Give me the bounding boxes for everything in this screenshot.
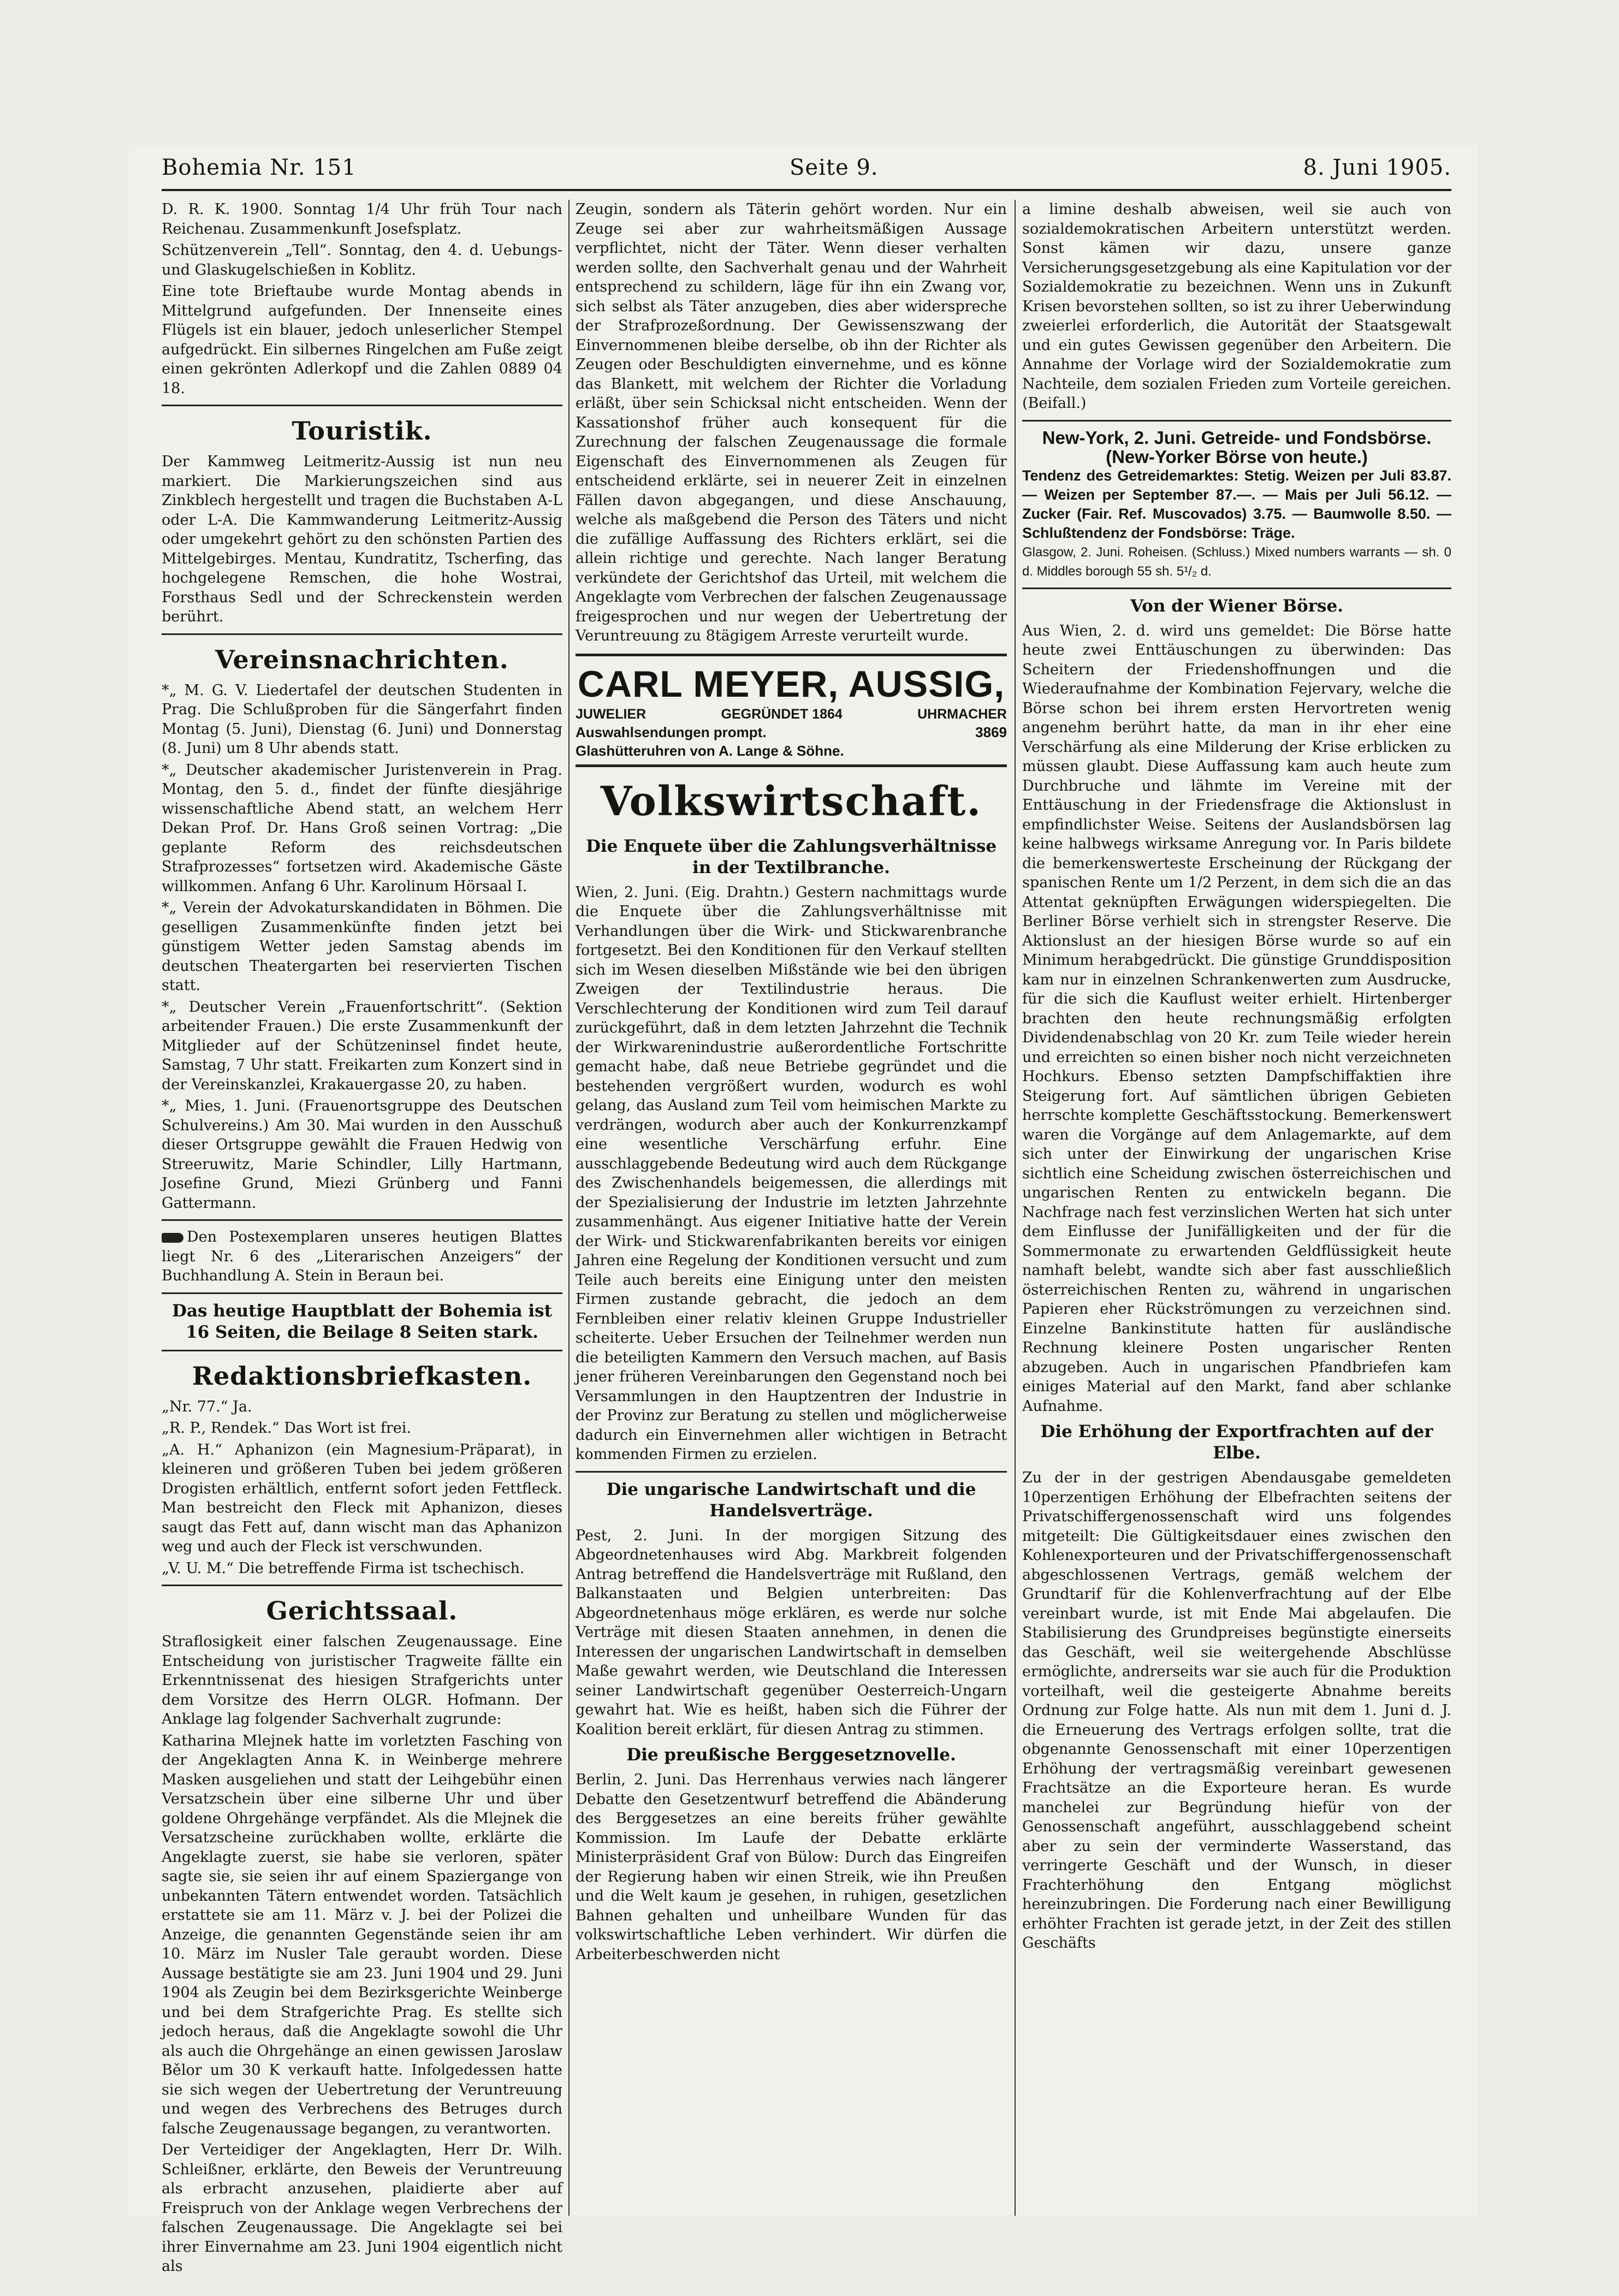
ad-offer: Auswahlsendungen prompt. [576,723,767,740]
column-1 [162,200,562,2275]
section-heading-vereinsnachrichten: Vereinsnachrichten. [215,644,509,674]
article-paragraph: Der Verteidiger der Angeklagten, Herr Dr. Wilh. Schleißner, erklärte, den Beweis der Veruntreuung als erbracht anzusehen, plaidierte aber auf Freispruch von der Anklage wegen Verbrechens der falschen Zeugenaussage. Die Angeklagte sei bei ihrer Einvernahme am 23. Juni 1904 eigentlich nicht als [162,2141,562,2275]
ad-subline [576,705,1007,723]
issue-date: 8. Juni 1905. [1303,155,1451,180]
article-heading: Die Erhöhung der Exportfrachten auf der Elbe. [1040,1422,1433,1463]
column-divider [1015,200,1016,2216]
article-paragraph: Zu der in der gestrigen Abendausgabe gemeldeten 10perzentigen Erhöhung der Elbefrachten seitens der Privatschiffergenossenschaft wird uns folgendes mitgeteilt: Die Gültigkeitsdauer eines zwischen den Kohlenexporteuren und der Privatschiffergenossenschaft abgeschlossenen Vertrags, gemäß welchem der Grundtarif für die Kohlenverfrachtung auf der Elbe vereinbart wurde, ist mit Ende Mai abgelaufen. Die Stabilisierung des Grundpreises begünstigte einerseits das Geschäft, weil sie weitergehende Abschlüsse ermöglichte, andrerseits war sie auch für die Produktion vorteilhaft, weil die gesteigerte Abnahme bereits Ordnung zur Folge hatte. Als nun mit dem 1. Juni d. J. die Erneuerung des Vertrags erfolgen sollte, trat die obgenannte Genossenschaft mit einer 10perzentigen Erhöhung der vertragsmäßig vereinbart gewesenen Frachtsätze an die Exporteure heran. Es wurde manchelei zur Begründung hiefür von der Genossenschaft angeführt, ausschlaggebend scheint aber zu sein der verminderte Wasserstand, das verringerte Geschäft und der Wunsch, in dieser Frachterhöhung den Entgang möglichst hereinzubringen. Die Forderung nach einer Bewilligung erhöhter Frachten ist gerade jetzt, in der Zeit des stillen Geschäfts [1022,1469,1451,1951]
ad-watches: Glashütteruhren von A. Lange & Söhne. [576,742,844,759]
article-heading: Von der Wiener Börse. [1130,596,1344,616]
column-divider [568,200,570,2216]
section-heading-volkswirtschaft: Volkswirtschaft. [600,778,982,825]
article-paragraph: a limine deshalb abweisen, weil sie auch von sozialdemokratischen Arbeitern unterstützt werden. Sonst kämen wir dazu, unsere ganze Versicherungsgesetzgebung als eine Kapitulation vor der Sozialdemokratie zu bezeichnen. Wenn uns in Zukunft Krisen bevorstehen sollten, so ist zu ihrer Ueberwindung zweierlei erforderlich, die Autorität der Staatsgewalt und ein gutes Gewissen gegenüber den Arbeitern. Die Annahme der Vorlage wird der Sozialdemokratie zum Nachteile, dem sozialen Frieden zum Vorteile gereichen. (Beifall.) [1022,201,1451,412]
section-rule [162,1585,562,1586]
ad-company-name: CARL MEYER, AUSSIG, [577,663,1005,705]
article-paragraph: Aus Wien, 2. d. wird uns gemeldet: Die Börse hatte heute zwei Enttäuschungen zu überwinden: Das Scheitern der Friedenshoffnungen und die Wiederaufnahme der Kombination Fejervary, welche die Börse schon bei ihrem ersten Hervortreten wenig angenehm berührt hatte, da man in ihr eher eine Verschärfung als eine Milderung der Krise erblicken zu müssen glaubt. Diese Auffassung kam auch heute zum Durchbruche und lähmte im Vereine mit der Enttäuschung in der Friedensfrage die Aktionslust in empfindlichster Weise. Seitens der Auslandsbörsen lag keine halbwegs wirksame Anregung vor. In Paris bildete die bemerkenswerteste Erscheinung der Rückgang der spanischen Rente um 1/2 Perzent, in dem sich die an das Attentat geknüpften Erwägungen widerspiegelten. Die Berliner Börse verhielt sich in strengster Reserve. Die Aktionslust an der hiesigen Börse wurde so auf ein Minimum herabgedrückt. Die günstige Grunddisposition kam nur in einzelnen Schrankenwerten zum Ausdrucke, für die sich die Kauflust weiter erhielt. Hirtenberger brachten den heute rechnungsmäßig erfolgten Dividendenabschlag von 20 Kr. zum Teile wieder herein und erreichten so einen bisher noch nicht verzeichneten Hochkurs. Ebenso setzten Dampfschiffaktien ihre Steigerung fort. Auf sämtlichen übrigen Gebieten herrschte komplette Geschäftsstockung. Bemerkenswert waren die Vorgänge auf dem Anlagemarkte, auf dem sich unter der Einwirkung der ungarischen Krise sichtlich eine Scheidung zwischen österreichischen und ungarischen Renten zu entwickeln begann. Die Nachfrage nach fest verzinslichen Werten hat sich unter dem Einflusse der Junifälligkeiten und der für die Sommermonate zu erwartenden Geldflüssigkeit heute namhaft belebt, wandte sich aber fast ausschließlich österreichischen Renten zu, während in ungarischen Papieren eher Rückströmungen zu verzeichnen sind. Einzelne Bankinstitute hatten für ausländische Rechnung kleinere Posten ungarischer Renten abzugeben. Auch in ungarischen Pfandbriefen kam einiges Material auf den Markt, fand aber schlanke Aufnahme. [1022,622,1451,1415]
section-heading-redaktionsbriefkasten: Redaktionsbriefkasten. [192,1361,532,1391]
article-paragraph: *„ Mies, 1. Juni. (Frauenortsgruppe des Deutschen Schulvereins.) Am 30. Mai wurden in den Ausschuß dieser Ortsgruppe gewählt die Frauen Hedwig von Streeruwitz, Marie Schindler, Lilly Hartmann, Josefine Grund, Miezi Grünberg und Fanni Gattermann. [162,1097,562,1212]
news-paragraph: Eine tote Brieftaube wurde Montag abends in Mittelgrund aufgefunden. Der Innenseite eines Flügels ist ein blauer, jedoch unleserlicher Stempel aufgedrückt. Ein silbernes Ringelchen am Fuße zeigt einen gekrönten Adlerkopf und die Zahlen 0889 04 18. [162,283,562,397]
article-paragraph: Pest, 2. Juni. In der morgigen Sitzung des Abgeordnetenhauses wird Abg. Markbreit folgenden Antrag betreffend die Handelsverträge mit Rußland, den Balkanstaaten und Belgien unterbreiten: Das Abgeordnetenhaus möge erklären, es werde nur solche Verträge mit diesen Staaten annehmen, in denen die Interessen der ungarischen Landwirtschaft in demselben Maße gewahrt werden, wie Deutschland die Interessen seiner Landwirtschaft gegenüber Oesterreich-Ungarn gewahrt hat. Wie es heißt, haben sich die Führer der Koalition bereit erklärt, für diesen Antrag zu stimmen. [576,1527,1007,1738]
column-3 [1022,200,1451,2216]
section-rule [162,1219,562,1221]
article-paragraph: *„ Deutscher akademischer Juristenverein in Prag. Montag, den 5. d., findet der fünfte diesjährige wissenschaftliche Abend statt, an welchem Herr Dekan Prof. Dr. Hans Groß seinen Vortrag: „Die geplante Reform des reichsdeutschen Strafprozesses“ fortsetzen wird. Akademische Gäste willkommen. Anfang 6 Uhr. Karolinum Hörsaal I. [162,761,562,895]
section-rule [162,633,562,635]
section-rule [162,1292,562,1294]
market-heading: New-York, 2. Juni. Getreide- und Fondsbörse. (New-Yorker Börse von heute.) [1042,427,1432,467]
letter-reply: „A. H.“ Aphanizon (ein Magnesium-Präparat), in kleineren und größeren Tuben bei jedem größeren Drogisten erhältlich, entfernt sofort jeden Fettfleck. Man bestreicht den Fleck mit Aphanizon, dieses saugt das Fett auf, dann wischt man das Aphanizon weg und auch der Fleck ist verschwunden. [162,1441,562,1555]
market-report [1022,428,1451,581]
article-paragraph: Katharina Mlejnek hatte im vorletzten Fasching von der Angeklagten Anna K. in Weinberge mehrere Masken ausgeliehen und statt der Leihgebühr einen Versatzschein über eine silberne Uhr und über goldene Ohrgehänge verpfändet. Als die Mlejnek die Versatzscheine zurückhaben wollte, erklärte die Angeklagte zuerst, sie habe sie verloren, später sagte sie, sie seien ihr auf einem Spaziergange von unbekannten Tätern entwendet worden. Tatsächlich erstattete sie am 11. März v. J. bei der Polizei die Anzeige, die genannten Gegenstände seien ihr am 10. März im Nusler Tale geraubt worden. Diese Aussage bestätigte sie am 23. Juni 1904 und 29. Juni 1904 als Zeugin bei dem Bezirksgerichte Weinberge und bei dem Strafgerichte Prag. Es stellte sich jedoch heraus, daß die Angeklagte sowohl die Uhr als auch die Ohrgehänge an einen gewissen Jaroslaw Bělor um 30 K verkauft hatte. Infolgedessen hatte sie sich wegen der Uebertretung der Veruntreuung und wegen des Verbrechens des Betruges durch falsche Zeugenaussage begangen, zu verantworten. [162,1732,562,2137]
ad-trade-right: UHRMACHER [917,706,1007,722]
postal-notice-text: Den Postexemplaren unseres heutigen Blattes liegt Nr. 6 des „Literarischen Anzeigers“ der Buchhandlung A. Stein in Beraun bei. [162,1229,562,1284]
notice-paragraph: Schützenverein „Tell“. Sonntag, den 4. d. Uebungs- und Glaskugelschießen in Koblitz. [162,242,562,278]
article-paragraph: Straflosigkeit einer falschen Zeugenaussage. Eine Entscheidung von juristischer Tragweite fällte ein Erkenntnissenat des hiesigen Strafgerichts unter dem Vorsitze des Herrn OLGR. Hofmann. Der Anklage lag folgender Sachverhalt zugrunde: [162,1633,562,1728]
article-paragraph: *„ Deutscher Verein „Frauenfortschritt“. (Sektion arbeitender Frauen.) Die erste Zusammenkunft der Mitglieder auf der Schützeninsel findet heute, Samstag, 7 Uhr statt. Freikarten zum Konzert sind in der Vereinskanzlei, Krakauergasse 20, zu haben. [162,998,562,1093]
section-rule [1022,588,1451,589]
header-rule [162,189,1451,191]
column-2 [576,200,1007,2216]
letter-reply: „R. P., Rendek.“ Das Wort ist frei. [162,1420,411,1437]
section-rule [162,405,562,406]
market-quotes: Tendenz des Getreidemarktes: Stetig. Weizen per Juli 83.87. — Weizen per September 87.—. — Mais per Juli 56.12. — Zucker (Fair. Ref. Muscovados) 3.75. — Baumwolle 8.50. — Schlußtendenz der Fondsbörse: Träge. [1022,467,1451,541]
masthead-issue: Bohemia Nr. 151 [162,155,357,180]
pointing-hand-icon [162,1233,183,1243]
article-heading: Die ungarische Landwirtschaft und die Handelsverträge. [606,1479,976,1521]
page-count-notice: Das heutige Hauptblatt der Bohemia ist 16 Seiten, die Beilage 8 Seiten stark. [172,1301,552,1342]
advertisement-carl-meyer [576,654,1007,767]
postal-notice [162,1227,562,1286]
article-paragraph: *„ M. G. V. Liedertafel der deutschen Studenten in Prag. Die Schlußproben für die Sängerfahrt finden Montag (5. Juni), Dienstag (6. Juni) und Donnerstag (8. Juni) um 8 Uhr abends statt. [162,681,562,757]
notice-paragraph: D. R. K. 1900. Sonntag 1/4 Uhr früh Tour nach Reichenau. Zusammenkunft Josefsplatz. [162,201,562,238]
article-paragraph: Der Kammweg Leitmeritz-Aussig ist nun neu markiert. Die Markierungszeichen sind aus Zinkblech hergestellt und tragen die Buchstaben A-L oder L-A. Die Kammwanderung Leitmeritz-Aussig oder umgekehrt gehört zu den schönsten Partien des Mittelgebirges. Mentau, Kundratitz, Tscherfing, das hochgelegene Remschen, die hohe Wostrai, Forsthaus Sedl und der Schreckenstein werden berührt. [162,453,562,625]
newspaper-page [129,145,1478,2275]
article-paragraph: Zeugin, sondern als Täterin gehört worden. Nur ein Zeuge sei aber zur wahrheitsmäßigen Aussage verpflichtet, nicht der Täter. Wenn dieser verhalten werden sollte, den Sachverhalt genau und der Wahrheit entsprechend zu schildern, läge für ihn ein Zwang vor, sich selbst als Täter anzugeben, dies aber widerspreche der Strafprozeßordnung. Der Gewissenszwang der Einvernommenen bleibe derselbe, ob ihn der Richter als Zeugen oder Beschuldigten einvernehme, und es könne das Blankett, mit welchem der Richter die Vorladung erläßt, über sein Schicksal nicht entscheiden. Wenn der Kassationshof früher auch konsequent für die Zurechnung der falschen Zeugenaussage die formale Eigenschaft des Einvernommenen als Zeugen für entscheidend erklärte, sei in neuerer Zeit in einzelnen Fällen davon abgegangen, und diese Anschauung, welche als maßgebend die Person des Täters und nicht die zufällige Auffassung des Richters erklärt, sei die allein richtige und gerechte. Nach langer Beratung verkündete der Gerichtshof das Urteil, mit welchem die Angeklagte vom Verbrechen der falschen Zeugenaussage freigesprochen und nur wegen der Uebertretung der Veruntreuung zu 8tägigem Arreste verurteilt wurde. [576,201,1007,644]
ad-number: 3869 [975,723,1007,740]
ad-trade-left: JUWELIER [576,706,647,722]
letter-reply: „Nr. 77.“ Ja. [162,1398,252,1415]
market-glasgow: Glasgow, 2. Juni. Roheisen. (Schluss.) Mixed numbers warrants — sh. 0 d. Middles borough 55 sh. 5¹/₂ d. [1022,544,1451,579]
section-rule [1022,420,1451,422]
article-heading: Die preußische Berggesetznovelle. [626,1745,956,1765]
article-paragraph: Berlin, 2. Juni. Das Herrenhaus verwies nach längerer Debatte den Gesetzentwurf betreffend die Abänderung des Berggesetzes an eine bereits früher gewählte Kommission. Im Laufe der Debatte erklärte Ministerpräsident Graf von Bülow: Durch das Eingreifen der Regierung haben wir einen Streik, wie ihn Preußen und die Welt kaum je gesehen, in ruhigen, gesetzlichen Bahnen gehalten und unheilbare Wunden für das volkswirtschaftliche Leben verhindert. Wir dürfen die Arbeiterbeschwerden nicht [576,1771,1007,1963]
running-head [162,155,1451,199]
ad-subline [576,741,1007,760]
ad-founded: GEGRÜNDET 1864 [721,706,843,722]
article-paragraph: *„ Verein der Advokaturskandidaten in Böhmen. Die geselligen Zusammenkünfte finden jetzt bei günstigem Wetter jeden Samstag abends im deutschen Theatergarten bei reservierten Tischen statt. [162,899,562,994]
section-heading-touristik: Touristik. [292,416,432,446]
article-heading: Die Enquete über die Zahlungsverhältnisse in der Textilbranche. [585,836,997,877]
section-rule [576,1471,1007,1473]
section-rule [162,1350,562,1351]
page-number: Seite 9. [790,155,879,180]
section-heading-gerichtssaal: Gerichtssaal. [266,1596,458,1625]
letter-reply: „V. U. M.“ Die betreffende Firma ist tschechisch. [162,1559,525,1577]
ad-subline [576,723,1007,741]
article-paragraph: Wien, 2. Juni. (Eig. Drahtn.) Gestern nachmittags wurde die Enquete über die Zahlungsverhältnisse mit Verhandlungen über die Wirk- und Stickwarenbranche fortgesetzt. Bei den Konditionen für den Verkauf stellten sich im Wesen dieselben Mißstände wie bei den übrigen Zweigen der Textilindustrie heraus. Die Verschlechterung der Konditionen wird zum Teil darauf zurückgeführt, daß in dem letzten Jahrzehnt die Technik der Wirkwarenindustrie außerordentliche Fortschritte gemacht habe, daß neue Betriebe gegründet und die bestehenden vergrößert wurden, wodurch es wohl gelang, das Ausland zum Teil vom heimischen Markte zu verdrängen, wodurch aber auch der Konkurrenzkampf eine wesentliche Verschärfung erfuhr. Eine ausschlaggebende Bedeutung wird auch dem Rückgange des Zwischenhandels beigemessen, die allerdings mit der Spezialisierung der Industrie im letzten Jahrzehnte zusammenhängt. Aus eigener Initiative hatte der Verein der Wirk- und Stickwarenfabrikanten bereits vor einigen Jahren eine Regelung der Konditionen versucht und zum Teile auch bereits eine Einigung unter den meisten Firmen zustande gebracht, die jedoch an dem Fernbleiben einer relativ kleinen Gruppe Industrieller scheiterte. Ueber Ersuchen der Teilnehmer werden nun die beteiligten Kammern den Versuch machen, auf Basis jener früheren Vereinbarungen den Gegenstand noch bei Versammlungen in den Hauptzentren der Industrie in der Provinz zur Beratung zu stellen und möglicherweise dadurch ein Einvernehmen aller wichtigen in Betracht kommenden Firmen zu erzielen. [576,883,1007,1463]
